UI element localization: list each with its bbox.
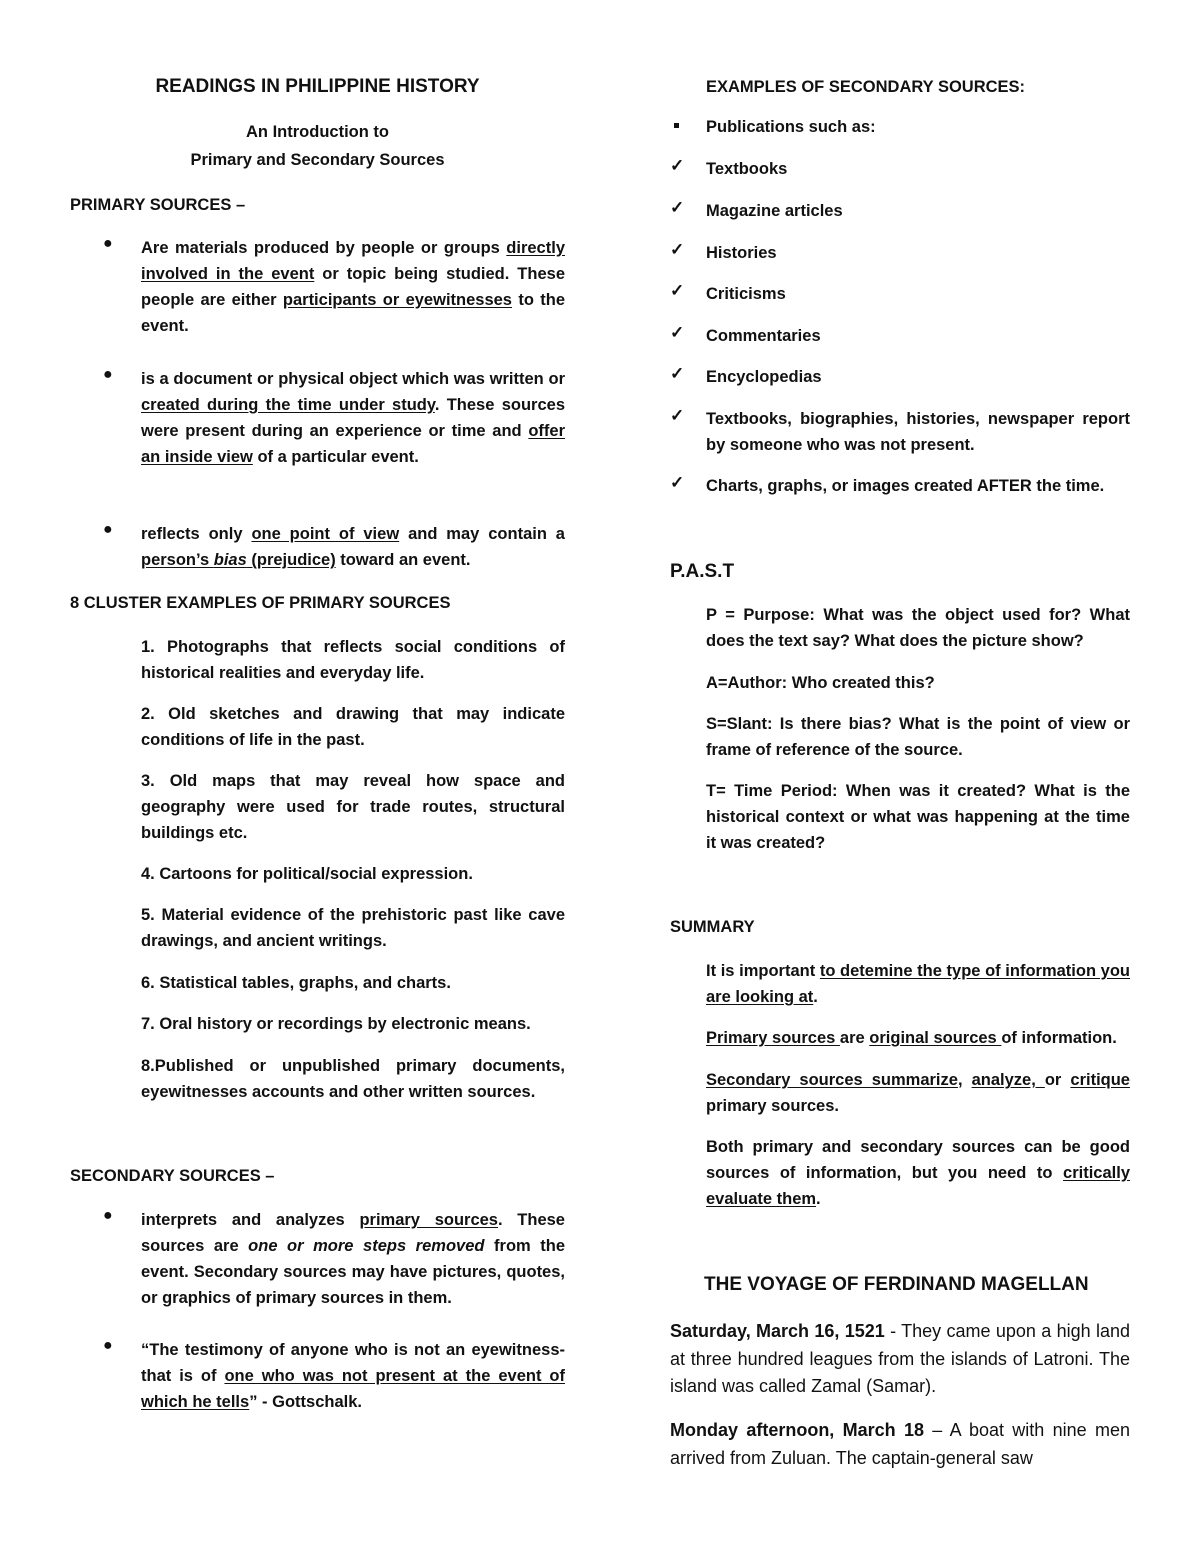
check-item: Criticisms: [706, 285, 786, 303]
publications-label: Publications such as:: [706, 118, 876, 136]
past-heading: P.A.S.T: [670, 561, 735, 582]
voyage-heading: THE VOYAGE OF FERDINAND MAGELLAN: [704, 1274, 1089, 1295]
intro-line-2: Primary and Secondary Sources: [190, 151, 445, 169]
summary-heading: SUMMARY: [670, 918, 755, 936]
check-item: Histories: [706, 244, 777, 262]
bullet-icon: ●: [103, 366, 113, 383]
checkmark-icon: ✓: [670, 240, 685, 259]
cluster-item: 7. Oral history or recordings by electronic means.: [141, 1015, 531, 1033]
check-item: Magazine articles: [706, 202, 843, 220]
past-item: S=Slant: Is there bias? What is the point of view or frame of reference of the source.: [706, 715, 1130, 759]
check-item: Charts, graphs, or images created AFTER the time.: [706, 477, 1105, 495]
checkmark-icon: ✓: [670, 156, 685, 175]
check-item: Textbooks, biographies, histories, newspaper report by someone who was not present.: [706, 410, 1130, 454]
checkmark-icon: ✓: [670, 281, 685, 300]
examples-heading: EXAMPLES OF SECONDARY SOURCES:: [706, 78, 1026, 96]
summary-item-3: Secondary sources summarize, analyze, or critique primary sources.: [706, 1071, 1130, 1115]
bullet-icon: ●: [103, 1207, 113, 1224]
cluster-item: 8.Published or unpublished primary documents, eyewitnesses accounts and other written sources.: [141, 1057, 565, 1101]
checkmark-icon: ✓: [670, 473, 685, 492]
past-item: A=Author: Who created this?: [706, 674, 935, 692]
summary-item-2: Primary sources are original sources of information.: [706, 1029, 1117, 1047]
primary-bullet-1: Are materials produced by people or groups directly involved in the event or topic being studied. These people are either participants or eyewitnesses to the event.: [141, 239, 565, 335]
voyage-paragraph-1: Saturday, March 16, 1521 - They came upon a high land at three hundred leagues from the islands of Latroni. The island was called Zamal (Samar).: [670, 1321, 1130, 1396]
cluster-item: 1. Photographs that reflects social conditions of historical realities and everyday life.: [141, 638, 565, 682]
voyage-paragraph-2: Monday afternoon, March 18 – A boat with nine men arrived from Zuluan. The captain-general saw: [670, 1420, 1130, 1468]
cluster-item: 5. Material evidence of the prehistoric past like cave drawings, and ancient writings.: [141, 906, 565, 950]
primary-bullet-2: is a document or physical object which was written or created during the time under study. These sources were present during an experience or time and offer an inside view of a particular event.: [141, 370, 565, 466]
checkmark-icon: ✓: [670, 364, 685, 383]
cluster-heading: 8 CLUSTER EXAMPLES OF PRIMARY SOURCES: [70, 594, 451, 612]
summary-item-1: It is important to detemine the type of information you are looking at.: [706, 962, 1131, 1006]
cluster-item: 2. Old sketches and drawing that may indicate conditions of life in the past.: [141, 705, 565, 749]
bullet-icon: ●: [103, 1337, 113, 1354]
checkmark-icon: ✓: [670, 198, 685, 217]
cluster-item: 3. Old maps that may reveal how space and geography were used for trade routes, structural buildings etc.: [141, 772, 565, 842]
cluster-item: 6. Statistical tables, graphs, and charts.: [141, 974, 451, 992]
summary-item-4: Both primary and secondary sources can be good sources of information, but you need to critically evaluate them.: [706, 1138, 1130, 1208]
primary-bullet-3: reflects only one point of view and may contain a person’s bias (prejudice) toward an event.: [141, 525, 565, 569]
intro-line-1: An Introduction to: [246, 123, 389, 141]
check-item: Textbooks: [706, 160, 788, 178]
secondary-bullet-1: interprets and analyzes primary sources. These sources are one or more steps removed from the event. Secondary sources may have pictures, quotes, or graphics of primary sources in them.: [141, 1211, 565, 1307]
primary-sources-heading: PRIMARY SOURCES –: [70, 196, 246, 214]
square-bullet-icon: [674, 123, 679, 128]
checkmark-icon: ✓: [670, 406, 685, 425]
cluster-item: 4. Cartoons for political/social expression.: [141, 865, 473, 883]
checkmark-icon: ✓: [670, 323, 685, 342]
bullet-icon: ●: [103, 521, 113, 538]
past-item: T= Time Period: When was it created? What is the historical context or what was happening at the time it was created?: [706, 782, 1130, 852]
secondary-bullet-2: “The testimony of anyone who is not an eyewitness- that is of one who was not present at the event of which he tells” - Gottschalk.: [141, 1341, 565, 1411]
bullet-icon: ●: [103, 235, 113, 252]
document-title: READINGS IN PHILIPPINE HISTORY: [155, 76, 480, 97]
check-item: Commentaries: [706, 327, 821, 345]
past-item: P = Purpose: What was the object used for? What does the text say? What does the picture show?: [706, 606, 1130, 650]
check-item: Encyclopedias: [706, 368, 822, 386]
secondary-sources-heading: SECONDARY SOURCES –: [70, 1167, 275, 1185]
